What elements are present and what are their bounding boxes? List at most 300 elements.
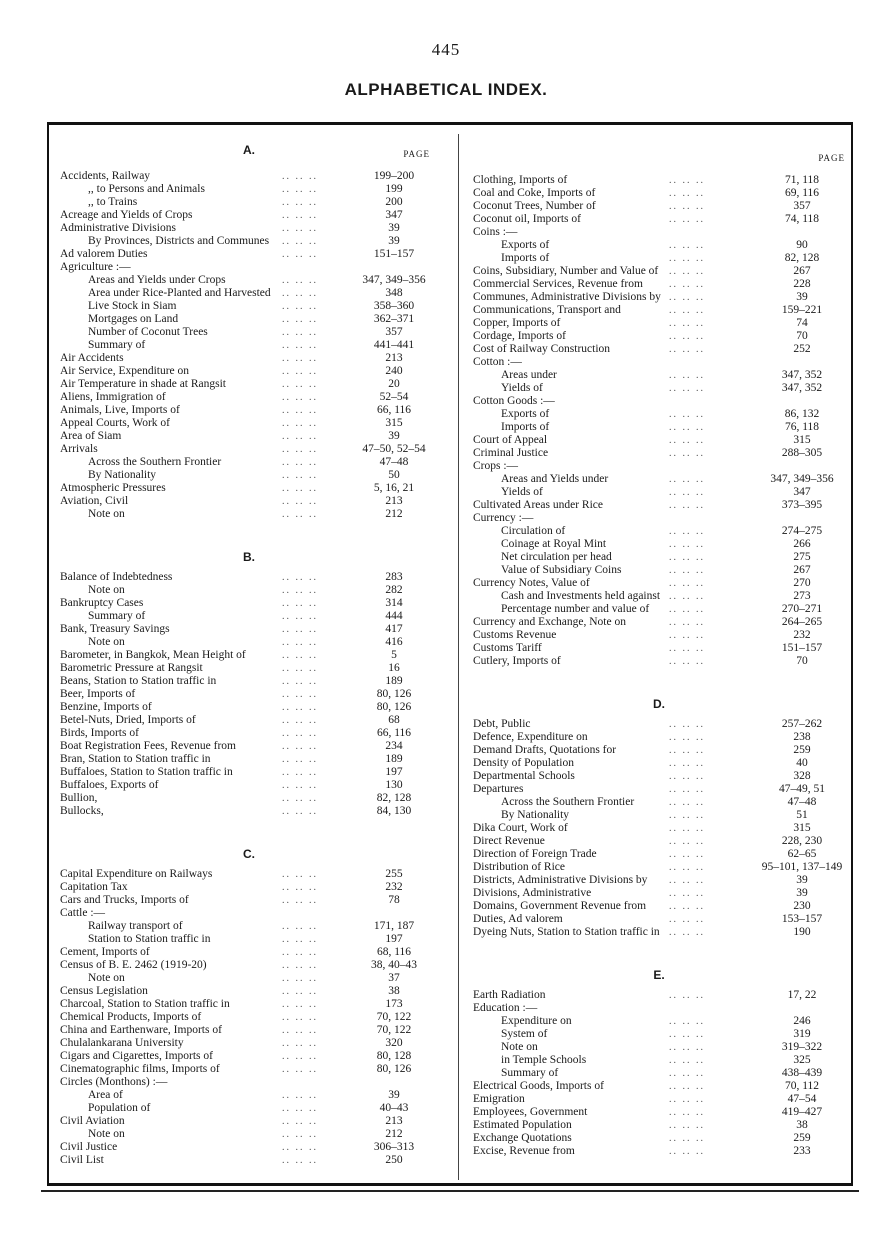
- entry-page-ref: 328: [793, 770, 811, 782]
- index-entry[interactable]: [60, 881, 438, 894]
- entry-page-ref: 362–371: [373, 313, 415, 325]
- index-entry[interactable]: [473, 369, 845, 382]
- index-entry[interactable]: [473, 525, 845, 538]
- entry-page-ref: 70: [796, 330, 808, 342]
- index-entry[interactable]: [473, 783, 845, 796]
- index-entry[interactable]: [60, 443, 438, 456]
- index-entry[interactable]: [473, 1080, 845, 1093]
- index-entry[interactable]: [473, 861, 845, 874]
- leader-dots: .. .. ..: [282, 223, 318, 234]
- entry-text: Civil List: [60, 1154, 104, 1166]
- leader-dots: .. .. ..: [282, 275, 318, 286]
- leader-dots: .. .. ..: [669, 888, 705, 899]
- index-entry[interactable]: [473, 1028, 845, 1041]
- leader-dots: .. .. ..: [669, 604, 705, 615]
- index-entry[interactable]: [473, 200, 845, 213]
- entry-text: Population of: [88, 1102, 151, 1114]
- entry-page-ref: 199: [385, 183, 403, 195]
- leader-dots: .. .. ..: [282, 496, 318, 507]
- entry-page-ref: 288–305: [781, 447, 823, 459]
- index-entry[interactable]: [60, 623, 438, 636]
- leader-dots: .. .. ..: [282, 314, 318, 325]
- entry-page-ref: 228, 230: [781, 835, 823, 847]
- index-entry[interactable]: [473, 356, 845, 369]
- leader-dots: .. .. ..: [282, 585, 318, 596]
- index-entry[interactable]: [473, 330, 845, 343]
- entry-page-ref: 40: [796, 757, 808, 769]
- index-entry[interactable]: [60, 688, 438, 701]
- index-entry[interactable]: [60, 235, 438, 248]
- index-entry[interactable]: [473, 499, 845, 512]
- index-entry[interactable]: [60, 170, 438, 183]
- index-entry[interactable]: [473, 408, 845, 421]
- entry-page-ref: 90: [796, 239, 808, 251]
- index-entry[interactable]: [60, 1050, 438, 1063]
- index-entry[interactable]: [60, 482, 438, 495]
- entry-text: Note on: [88, 972, 125, 984]
- leader-dots: .. .. ..: [669, 214, 705, 225]
- index-entry[interactable]: [60, 571, 438, 584]
- index-entry[interactable]: [60, 1154, 438, 1167]
- entry-text: Area of Siam: [60, 430, 122, 442]
- entry-text: Barometer, in Bangkok, Mean Height of: [60, 649, 246, 661]
- index-entry[interactable]: [473, 926, 845, 939]
- entry-text: Dika Court, Work of: [473, 822, 568, 834]
- index-entry[interactable]: [473, 731, 845, 744]
- entry-page-ref: 347: [793, 486, 811, 498]
- index-entry[interactable]: [473, 835, 845, 848]
- entry-text: System of: [501, 1028, 548, 1040]
- entry-page-ref: 39: [388, 222, 400, 234]
- leader-dots: .. .. ..: [669, 1120, 705, 1131]
- entry-page-ref: 282: [385, 584, 403, 596]
- leader-dots: .. .. ..: [669, 719, 705, 730]
- index-entry[interactable]: [60, 1024, 438, 1037]
- leader-dots: .. .. ..: [282, 457, 318, 468]
- index-entry[interactable]: [473, 395, 845, 408]
- index-entry[interactable]: [60, 714, 438, 727]
- index-entry[interactable]: [60, 391, 438, 404]
- leader-dots: .. .. ..: [282, 301, 318, 312]
- entry-page-ref: 39: [796, 887, 808, 899]
- entry-text: Commercial Services, Revenue from: [473, 278, 643, 290]
- index-entry[interactable]: [60, 378, 438, 391]
- entry-text: Electrical Goods, Imports of: [473, 1080, 604, 1092]
- index-entry[interactable]: [60, 1076, 438, 1089]
- entry-text: Aliens, Immigration of: [60, 391, 166, 403]
- index-entry[interactable]: [473, 874, 845, 887]
- entry-text: Civil Justice: [60, 1141, 118, 1153]
- index-entry[interactable]: [473, 796, 845, 809]
- entry-text: Census of B. E. 2462 (1919-20): [60, 959, 207, 971]
- index-entry[interactable]: [60, 274, 438, 287]
- entry-page-ref: 39: [388, 235, 400, 247]
- leader-dots: .. .. ..: [669, 292, 705, 303]
- entry-text: ,, to Trains: [88, 196, 138, 208]
- index-entry[interactable]: [60, 649, 438, 662]
- entry-page-ref: 234: [385, 740, 403, 752]
- index-entry[interactable]: [473, 382, 845, 395]
- entry-text: Areas under: [501, 369, 557, 381]
- leader-dots: .. .. ..: [282, 637, 318, 648]
- leader-dots: .. .. ..: [282, 934, 318, 945]
- entry-page-ref: 20: [388, 378, 400, 390]
- index-entry[interactable]: [473, 317, 845, 330]
- entry-text: Circles (Monthons) :—: [60, 1076, 168, 1088]
- entry-page-ref: 347, 352: [781, 382, 823, 394]
- index-entry[interactable]: [60, 766, 438, 779]
- index-entry[interactable]: [60, 779, 438, 792]
- entry-text: Air Service, Expenditure on: [60, 365, 190, 377]
- leader-dots: .. .. ..: [282, 197, 318, 208]
- index-entry[interactable]: [60, 907, 438, 920]
- entry-page-ref: 189: [385, 675, 403, 687]
- index-entry[interactable]: [60, 300, 438, 313]
- index-entry[interactable]: [473, 1002, 845, 1015]
- index-entry[interactable]: [473, 1041, 845, 1054]
- index-entry[interactable]: [473, 1106, 845, 1119]
- entry-page-ref: 246: [793, 1015, 811, 1027]
- leader-dots: .. .. ..: [669, 914, 705, 925]
- leader-dots: .. .. ..: [669, 487, 705, 498]
- entry-text: Estimated Population: [473, 1119, 572, 1131]
- entry-page-ref: 47–50, 52–54: [362, 443, 426, 455]
- entry-page-ref: 51: [796, 809, 808, 821]
- leader-dots: .. .. ..: [282, 353, 318, 364]
- index-entry[interactable]: [473, 1015, 845, 1028]
- entry-page-ref: 315: [793, 822, 811, 834]
- entry-page-ref: 267: [793, 564, 811, 576]
- entry-text: Coconut oil, Imports of: [473, 213, 581, 225]
- index-entry[interactable]: [473, 718, 845, 731]
- index-entry[interactable]: [473, 174, 845, 187]
- index-entry[interactable]: [60, 584, 438, 597]
- index-entry[interactable]: [60, 495, 438, 508]
- leader-dots: .. .. ..: [669, 448, 705, 459]
- entry-text: Cordage, Imports of: [473, 330, 566, 342]
- entry-text: Coconut Trees, Number of: [473, 200, 596, 212]
- leader-dots: .. .. ..: [282, 288, 318, 299]
- entry-text: Direction of Foreign Trade: [473, 848, 597, 860]
- column-divider: [458, 134, 459, 1180]
- leader-dots: .. .. ..: [282, 1038, 318, 1049]
- leader-dots: .. .. ..: [669, 565, 705, 576]
- index-entry[interactable]: [60, 998, 438, 1011]
- index-entry[interactable]: [60, 326, 438, 339]
- index-entry[interactable]: [473, 239, 845, 252]
- entry-page-ref: 66, 116: [376, 404, 412, 416]
- entry-page-ref: 80, 126: [376, 701, 412, 713]
- frame-bottom-rule: [41, 1186, 859, 1192]
- leader-dots: .. .. ..: [669, 331, 705, 342]
- index-column-left: [60, 144, 438, 1167]
- index-entry[interactable]: [60, 946, 438, 959]
- index-entry[interactable]: [60, 1141, 438, 1154]
- index-entry[interactable]: [60, 417, 438, 430]
- leader-dots: .. .. ..: [282, 1064, 318, 1075]
- index-entry[interactable]: [473, 187, 845, 200]
- entry-page-ref: 232: [385, 881, 403, 893]
- section-heading: [60, 842, 438, 868]
- leader-dots: .. .. ..: [669, 578, 705, 589]
- entry-page-ref: 357: [793, 200, 811, 212]
- index-entry[interactable]: [60, 261, 438, 274]
- leader-dots: .. .. ..: [282, 767, 318, 778]
- entry-text: Chemical Products, Imports of: [60, 1011, 202, 1023]
- entry-page-ref: 238: [793, 731, 811, 743]
- index-entry[interactable]: [473, 642, 845, 655]
- index-entry[interactable]: [473, 421, 845, 434]
- index-entry[interactable]: [473, 265, 845, 278]
- leader-dots: .. .. ..: [282, 780, 318, 791]
- entry-page-ref: 212: [385, 508, 403, 520]
- entry-page-ref: 151–157: [781, 642, 823, 654]
- entry-text: Note on: [88, 636, 125, 648]
- entry-page-ref: 347, 352: [781, 369, 823, 381]
- leader-dots: .. .. ..: [282, 947, 318, 958]
- index-entry[interactable]: [60, 508, 438, 521]
- entry-text: Arrivals: [60, 443, 98, 455]
- entry-text: Bankruptcy Cases: [60, 597, 144, 609]
- entry-page-ref: 348: [385, 287, 403, 299]
- index-entry[interactable]: [473, 512, 845, 525]
- index-entry[interactable]: [60, 972, 438, 985]
- entry-text: Density of Population: [473, 757, 574, 769]
- leader-dots: .. .. ..: [282, 1116, 318, 1127]
- entry-text: Yields of: [501, 486, 543, 498]
- index-entry[interactable]: [60, 740, 438, 753]
- section-letter: C.: [243, 847, 255, 861]
- entry-page-ref: 190: [793, 926, 811, 938]
- index-entry[interactable]: [60, 1128, 438, 1141]
- index-entry[interactable]: [60, 920, 438, 933]
- index-entry[interactable]: [60, 959, 438, 972]
- index-entry[interactable]: [473, 538, 845, 551]
- index-entry[interactable]: [60, 183, 438, 196]
- leader-dots: .. .. ..: [669, 810, 705, 821]
- index-entry[interactable]: [60, 196, 438, 209]
- entry-text: Bran, Station to Station traffic in: [60, 753, 211, 765]
- index-entry[interactable]: [60, 404, 438, 417]
- index-entry[interactable]: [60, 313, 438, 326]
- leader-dots: .. .. ..: [669, 591, 705, 602]
- entry-text: Administrative Divisions: [60, 222, 176, 234]
- leader-dots: .. .. ..: [669, 266, 705, 277]
- index-entry[interactable]: [473, 291, 845, 304]
- index-entry[interactable]: [473, 486, 845, 499]
- index-entry[interactable]: [473, 278, 845, 291]
- index-entry[interactable]: [60, 727, 438, 740]
- index-entry[interactable]: [60, 1037, 438, 1050]
- index-entry[interactable]: [473, 343, 845, 356]
- index-entry[interactable]: [60, 1115, 438, 1128]
- entry-page-ref: 416: [385, 636, 403, 648]
- index-entry[interactable]: [60, 365, 438, 378]
- index-entry[interactable]: [473, 1093, 845, 1106]
- index-entry[interactable]: [473, 822, 845, 835]
- index-entry[interactable]: [60, 1011, 438, 1024]
- entry-page-ref: 37: [388, 972, 400, 984]
- entry-page-ref: 38: [796, 1119, 808, 1131]
- index-entry[interactable]: [60, 805, 438, 818]
- entry-text: Customs Revenue: [473, 629, 557, 641]
- entry-text: Defence, Expenditure on: [473, 731, 588, 743]
- index-entry[interactable]: [473, 603, 845, 616]
- index-entry[interactable]: [473, 1054, 845, 1067]
- entry-page-ref: 270: [793, 577, 811, 589]
- entry-text: Area under Rice-Planted and Harvested: [88, 287, 271, 299]
- index-entry[interactable]: [473, 989, 845, 1002]
- index-entry[interactable]: [60, 469, 438, 482]
- entry-text: Animals, Live, Imports of: [60, 404, 180, 416]
- index-entry[interactable]: [60, 597, 438, 610]
- index-entry[interactable]: [60, 209, 438, 222]
- index-entry[interactable]: [473, 551, 845, 564]
- section-spacer: [473, 939, 845, 963]
- entry-page-ref: 252: [793, 343, 811, 355]
- entry-page-ref: 70, 112: [784, 1080, 820, 1092]
- entry-text: Cost of Railway Construction: [473, 343, 611, 355]
- entry-page-ref: 71, 118: [784, 174, 820, 186]
- entry-page-ref: 39: [388, 1089, 400, 1101]
- index-entry[interactable]: [473, 809, 845, 822]
- index-entry[interactable]: [60, 753, 438, 766]
- entry-text: Cinematographic films, Imports of: [60, 1063, 220, 1075]
- index-entry[interactable]: [473, 900, 845, 913]
- index-entry[interactable]: [60, 985, 438, 998]
- index-entry[interactable]: [473, 460, 845, 473]
- entry-page-ref: 357: [385, 326, 403, 338]
- entry-text: Communications, Transport and: [473, 304, 621, 316]
- entry-text: Note on: [88, 584, 125, 596]
- entry-text: Net circulation per head: [501, 551, 612, 563]
- entry-text: Excise, Revenue from: [473, 1145, 575, 1157]
- leader-dots: .. .. ..: [282, 741, 318, 752]
- index-entry[interactable]: [473, 1132, 845, 1145]
- index-entry[interactable]: [473, 744, 845, 757]
- entry-text: Railway transport of: [88, 920, 183, 932]
- page-column-label: PAGE: [818, 153, 845, 163]
- index-entry[interactable]: [473, 434, 845, 447]
- entry-text: Chulalankarana University: [60, 1037, 184, 1049]
- entry-text: Area of: [88, 1089, 123, 1101]
- index-entry[interactable]: [473, 447, 845, 460]
- entry-text: Cash and Investments held against: [501, 590, 661, 602]
- entry-page-ref: 16: [388, 662, 400, 674]
- index-entry[interactable]: [60, 1089, 438, 1102]
- index-entry[interactable]: [473, 564, 845, 577]
- entry-text: Customs Tariff: [473, 642, 542, 654]
- entry-text: Number of Coconut Trees: [88, 326, 208, 338]
- leader-dots: .. .. ..: [669, 435, 705, 446]
- index-entry[interactable]: [60, 352, 438, 365]
- index-entry[interactable]: [473, 1145, 845, 1158]
- index-entry[interactable]: [473, 590, 845, 603]
- entry-page-ref: 76, 118: [784, 421, 820, 433]
- entry-page-ref: 70, 122: [376, 1011, 412, 1023]
- index-entry[interactable]: [473, 757, 845, 770]
- entry-page-ref: 325: [793, 1054, 811, 1066]
- index-entry[interactable]: [60, 339, 438, 352]
- index-entry[interactable]: [473, 226, 845, 239]
- index-entry[interactable]: [473, 770, 845, 783]
- index-entry[interactable]: [60, 610, 438, 623]
- entry-page-ref: 47–49, 51: [779, 783, 825, 795]
- index-entry[interactable]: [60, 894, 438, 907]
- entry-text: Crops :—: [473, 460, 519, 472]
- leader-dots: .. .. ..: [669, 771, 705, 782]
- entry-text: Duties, Ad valorem: [473, 913, 563, 925]
- index-entry[interactable]: [473, 655, 845, 668]
- leader-dots: .. .. ..: [282, 1051, 318, 1062]
- entry-page-ref: 444: [385, 610, 403, 622]
- entry-text: Air Accidents: [60, 352, 124, 364]
- index-entry[interactable]: [60, 701, 438, 714]
- index-entry[interactable]: [473, 629, 845, 642]
- entry-page-ref: 283: [385, 571, 403, 583]
- index-entry[interactable]: [473, 304, 845, 317]
- entry-page-ref: 80, 126: [376, 1063, 412, 1075]
- entry-text: Yields of: [501, 382, 543, 394]
- index-entry[interactable]: [60, 933, 438, 946]
- entry-page-ref: 320: [385, 1037, 403, 1049]
- index-entry[interactable]: [60, 868, 438, 881]
- leader-dots: .. .. ..: [282, 509, 318, 520]
- index-entry[interactable]: [60, 792, 438, 805]
- entry-text: Divisions, Administrative: [473, 887, 592, 899]
- index-entry[interactable]: [60, 248, 438, 261]
- index-entry[interactable]: [60, 675, 438, 688]
- index-entry[interactable]: [473, 473, 845, 486]
- leader-dots: .. .. ..: [282, 960, 318, 971]
- index-entry[interactable]: [60, 287, 438, 300]
- index-entry[interactable]: [473, 887, 845, 900]
- entry-text: Note on: [501, 1041, 538, 1053]
- section-heading: [473, 963, 845, 989]
- entry-page-ref: 47–48: [379, 456, 409, 468]
- entry-page-ref: 173: [385, 998, 403, 1010]
- index-entry[interactable]: [473, 213, 845, 226]
- index-entry[interactable]: [473, 848, 845, 861]
- entry-page-ref: 68, 116: [376, 946, 412, 958]
- index-entry[interactable]: [60, 1063, 438, 1076]
- index-entry[interactable]: [60, 456, 438, 469]
- entry-text: Beer, Imports of: [60, 688, 136, 700]
- index-entry[interactable]: [60, 222, 438, 235]
- index-entry[interactable]: [473, 252, 845, 265]
- index-entry[interactable]: [473, 913, 845, 926]
- index-entry[interactable]: [60, 636, 438, 649]
- index-entry[interactable]: [473, 1067, 845, 1080]
- index-entry[interactable]: [60, 1102, 438, 1115]
- index-entry[interactable]: [60, 662, 438, 675]
- index-entry[interactable]: [60, 430, 438, 443]
- index-entry[interactable]: [473, 1119, 845, 1132]
- entry-page-ref: 130: [385, 779, 403, 791]
- entry-text: Value of Subsidiary Coins: [501, 564, 622, 576]
- entry-page-ref: 373–395: [781, 499, 823, 511]
- leader-dots: .. .. ..: [282, 327, 318, 338]
- leader-dots: .. .. ..: [669, 175, 705, 186]
- leader-dots: .. .. ..: [282, 483, 318, 494]
- index-entry[interactable]: [473, 616, 845, 629]
- leader-dots: .. .. ..: [282, 999, 318, 1010]
- index-entry[interactable]: [473, 577, 845, 590]
- entry-text: Accidents, Railway: [60, 170, 151, 182]
- leader-dots: .. .. ..: [282, 171, 318, 182]
- leader-dots: .. .. ..: [669, 474, 705, 485]
- entry-page-ref: 240: [385, 365, 403, 377]
